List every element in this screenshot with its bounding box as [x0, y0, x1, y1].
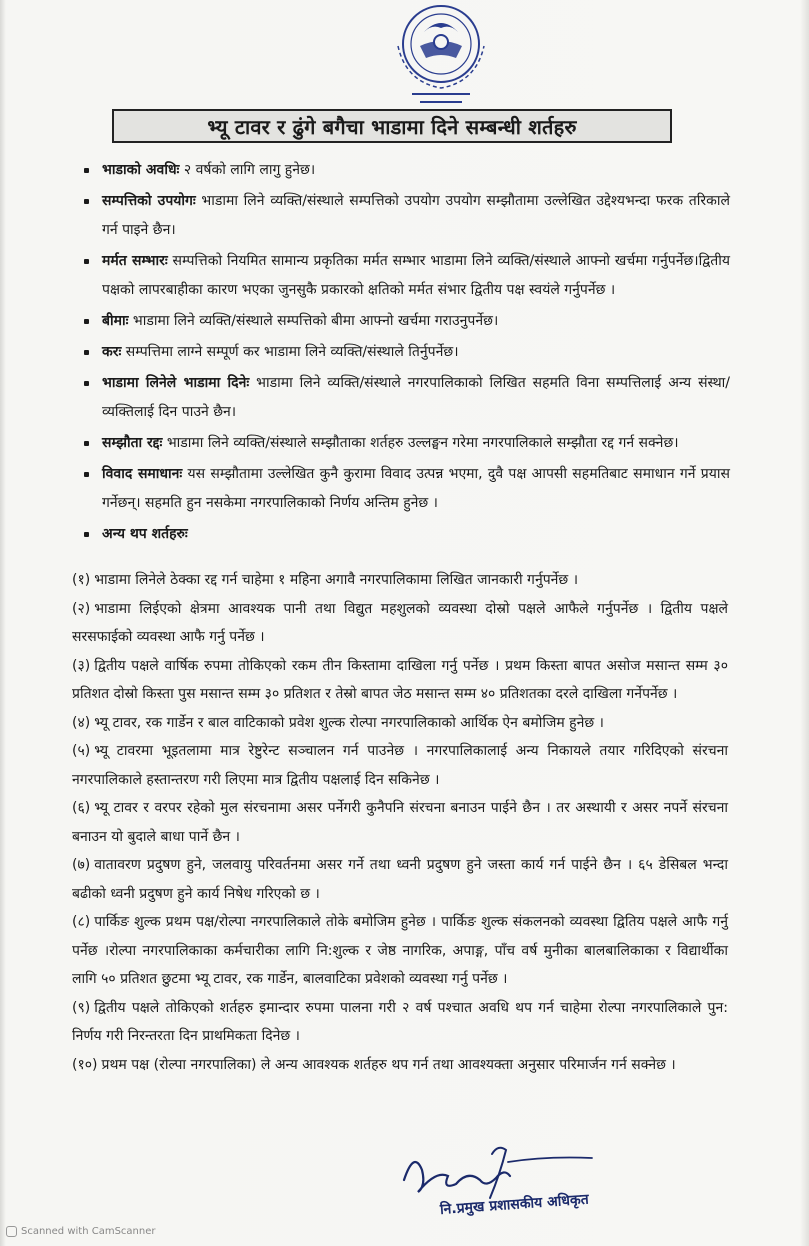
bullet-item: सम्पत्तिको उपयोगः भाडामा लिने व्यक्ति/संस्थाले सम्पत्तिको उपयोग उपयोग सम्झौतामा उल्लेखित उद्देश्यभन्दा फरक तरिकाले गर्न पाइने छैन। [80, 187, 730, 245]
clause-item: (१) भाडामा लिनेले ठेक्का रद्द गर्न चाहेमा १ महिना अगावै नगरपालिकामा लिखित जानकारी गर्नुपर्नेछ । [72, 572, 579, 588]
bullet-item: बीमाः भाडामा लिने व्यक्ति/संस्थाले सम्पत्तिको बीमा आफ्नो खर्चमा गराउनुपर्नेछ। [80, 307, 730, 336]
bullet-item: अन्य थप शर्तहरुः [80, 520, 730, 549]
scanner-watermark [6, 1226, 156, 1237]
document-title-box [112, 109, 672, 143]
bullet-item: भाडामा लिनेले भाडामा दिनेः भाडामा लिने व्यक्ति/संस्थाले नगरपालिकाको लिखित सहमति विना सम्पत्तिलाई अन्य संस्था/व्यक्तिलाई दिन पाउने छैन। [80, 369, 730, 427]
bullet-item: विवाद समाधानः यस सम्झौतामा उल्लेखित कुनै कुरामा विवाद उत्पन्न भएमा, दुवै पक्ष आपसी सहमतिबाट समाधान गर्ने प्रयास गर्नेछन्। सहमति हुन नसकेमा नगरपालिकाको निर्णय अन्तिम हुनेछ । [80, 460, 730, 518]
bullet-item: भाडाको अवधिः २ वर्षको लागि लागु हुनेछ। [80, 156, 730, 185]
camscanner-icon [6, 1226, 17, 1237]
signature-caption: नि.प्रमुख प्रशासकीय अधिकृत [439, 1191, 590, 1218]
municipality-logo [376, 2, 506, 114]
additional-terms-list [72, 566, 728, 1079]
clause-item: (३) द्वितीय पक्षले वार्षिक रुपमा तोकिएको रकम तीन किस्तामा दाखिला गर्नु पर्नेछ । प्रथम किस्ता बापत असोज मसान्त सम्म ३० प्रतिशत दोस्रो किस्ता पुस मसान्त सम्म ३० प्रतिशत र तेस्रो बापत जेठ मसान्त सम्म ४० प्रतिशतका दरले दाखिला गर्नेपर्नेछ । [72, 657, 728, 702]
clause-item: (१०) प्रथम पक्ष (रोल्पा नगरपालिका) ले अन्य आवश्यक शर्तहरु थप गर्न तथा आवश्यक्ता अनुसार परिमार्जन गर्न सक्नेछ । [72, 1056, 676, 1073]
clause-item: (२) भाडामा लिईएको क्षेत्रमा आवश्यक पानी तथा विद्युत महशुलको व्यवस्था दोस्रो पक्षले आफैले गर्नुपर्नेछ । द्वितीय पक्षले सरसफाईको व्यवस्था आफै गर्नु पर्नेछ । [72, 600, 728, 645]
clause-item: (६) भ्यू टावर र वरपर रहेको मुल संरचनामा असर पर्नेगरी कुनैपनि संरचना बनाउन पाईने छैन । तर अस्थायी र असर नपर्ने संरचना बनाउन यो बुदाले बाधा पार्ने छैन । [72, 800, 728, 845]
document-title: भ्यू टावर र ढुंगे बगैचा भाडामा दिने सम्बन्धी शर्तहरु [207, 114, 577, 139]
bullet-item: मर्मत सम्भारः सम्पत्तिको नियमित सामान्य प्रकृतिका मर्मत सम्भार भाडामा लिने व्यक्ति/संस्थाले आफ्नो खर्चमा गर्नुपर्नेछ।द्वितीय पक्षको लापरबाहीका कारण भएका जुनसुकै प्रकारको क्षतिको मर्मत संभार द्वितीय पक्ष स्वयंले गर्नुपर्नेछ । [80, 247, 730, 305]
scanner-label: Scanned with CamScanner [21, 1226, 156, 1237]
clause-item: (४) भ्यू टावर, रक गार्डेन र बाल वाटिकाको प्रवेश शुल्क रोल्पा नगरपालिकाको आर्थिक ऐन बमोजिम हुनेछ । [72, 714, 604, 731]
bullet-item: सम्झौता रद्दः भाडामा लिने व्यक्ति/संस्थाले सम्झौताका शर्तहरु उल्लङ्घन गरेमा नगरपालिकाले सम्झौता रद्द गर्न सक्नेछ। [80, 429, 730, 458]
clause-item: (८) पार्किङ शुल्क प्रथम पक्ष/रोल्पा नगरपालिकाले तोके बमोजिम हुनेछ । पार्किङ शुल्क संकलनको व्यवस्था द्वितिय पक्षले आफै गर्नु पर्नेछ ।रोल्पा नगरपालिकाका कर्मचारीका लागि नि:शुल्क र जेष्ठ नागरिक, अपाङ्ग, पाँच वर्ष मुनीका बालबालिकाका र विद्यार्थीका लागि ५० प्रतिशत छुटमा भ्यू टावर, रक गार्डेन, बालवाटिका प्रवेशको व्यवस्था गर्नु पर्नेछ । [72, 914, 728, 987]
terms-bullet-list [80, 156, 730, 551]
clause-item: (९) द्वितीय पक्षले तोकिएको शर्तहरु इमान्दार रुपमा पालना गरी २ वर्ष पश्चात अवधि थप गर्न चाहेमा रोल्पा नगरपालिकाले पुन: निर्णय गरी निरन्तरता दिन प्राथमिकता दिनेछ । [72, 999, 728, 1044]
clause-item: (५) भ्यू टावरमा भूइतलामा मात्र रेष्टुरेन्ट सञ्चालन गर्न पाउनेछ । नगरपालिकालाई अन्य निकायले तयार गरिदिएको संरचना नगरपालिकाले हस्तान्तरण गरी लिएमा मात्र द्वितीय पक्षलाई दिन सकिनेछ । [72, 743, 728, 788]
bullet-item: करः सम्पत्तिमा लाग्ने सम्पूर्ण कर भाडामा लिने व्यक्ति/संस्थाले तिर्नुपर्नेछ। [80, 338, 730, 367]
clause-item: (७) वातावरण प्रदुषण हुने, जलवायु परिवर्तनमा असर गर्ने तथा ध्वनी प्रदुषण हुने जस्ता कार्य गर्न पाईने छैन । ६५ डेसिबल भन्दा बढीको ध्वनी प्रदुषण हुने कार्य निषेध गरिएको छ । [72, 857, 728, 902]
